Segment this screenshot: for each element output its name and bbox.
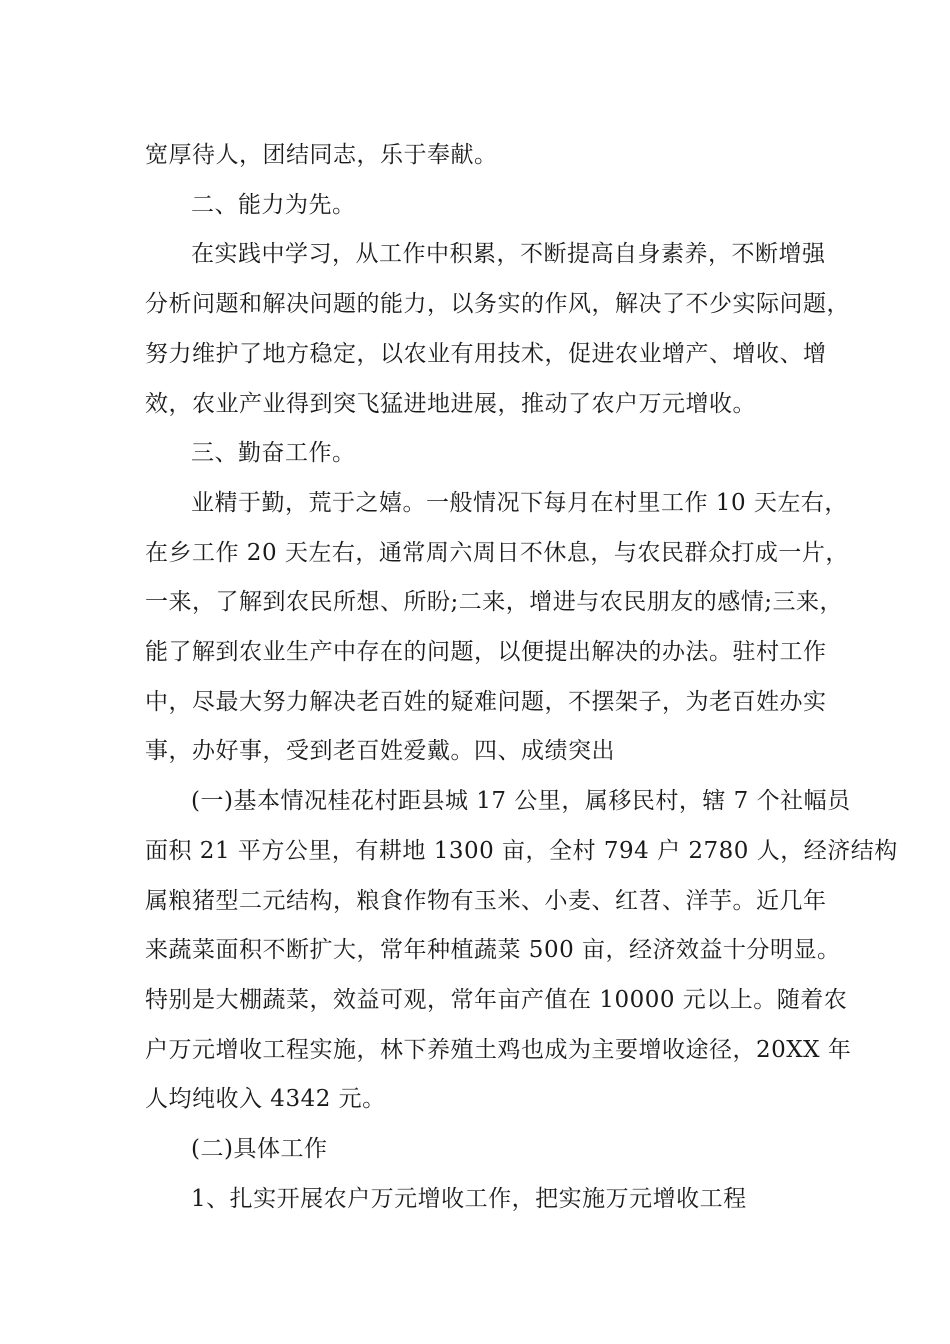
text-line: 业精于勤，荒于之嬉。一般情况下每月在村里工作 10 天左右， xyxy=(191,489,848,516)
text-line: 在实践中学习，从工作中积累，不断提高自身素养，不断增强 xyxy=(191,241,826,268)
text-line: 属粮猪型二元结构，粮食作物有玉米、小麦、红苕、洋芋。近几年 xyxy=(145,887,827,914)
text-line: 三、勤奋工作。 xyxy=(191,440,356,467)
paragraph-item-1 xyxy=(145,1175,835,1225)
text-line: 来蔬菜面积不断扩大，常年种植蔬菜 500 亩，经济效益十分明显。 xyxy=(145,937,841,964)
text-line: 1、扎实开展农户万元增收工作，把实施万元增收工程 xyxy=(191,1185,747,1212)
section-heading-diligence xyxy=(145,429,835,479)
section-heading-ability xyxy=(145,181,835,231)
text-line: 努力维护了地方稳定，以农业有用技术，促进农业增产、增收、增 xyxy=(145,340,827,367)
text-line: (二)具体工作 xyxy=(191,1136,328,1163)
text-line: 在乡工作 20 天左右，通常周六周日不休息，与农民群众打成一片， xyxy=(145,539,849,566)
paragraph-ability xyxy=(145,230,850,429)
paragraph-1 xyxy=(145,131,835,181)
text-line: 宽厚待人，团结同志，乐于奉献。 xyxy=(145,142,498,168)
text-line: 特别是大棚蔬菜，效益可观，常年亩产值在 10000 元以上。随着农 xyxy=(145,986,848,1013)
document-body xyxy=(145,131,898,1224)
text-line: 二、能力为先。 xyxy=(191,191,356,218)
text-line: 户万元增收工程实施，林下养殖土鸡也成为主要增收途径，20XX 年 xyxy=(145,1036,852,1063)
text-line: 事，办好事，受到老百姓爱戴。四、成绩突出 xyxy=(145,738,615,765)
text-line: 面积 21 平方公里，有耕地 1300 亩，全村 794 户 2780 人，经济结构 xyxy=(145,837,898,864)
paragraph-diligence xyxy=(145,479,849,777)
text-line: 效，农业产业得到突飞猛进地进展，推动了农户万元增收。 xyxy=(145,390,756,417)
text-line: (一)基本情况桂花村距县城 17 公里，属移民村，辖 7 个社幅员 xyxy=(191,788,851,815)
section-heading-specific-work xyxy=(145,1125,835,1175)
text-line: 人均纯收入 4342 元。 xyxy=(145,1086,386,1113)
paragraph-basic-info xyxy=(145,777,898,1125)
text-line: 能了解到农业生产中存在的问题，以便提出解决的办法。驻村工作 xyxy=(145,639,827,666)
text-line: 分析问题和解决问题的能力，以务实的作风，解决了不少实际问题， xyxy=(145,291,850,318)
text-line: 中，尽最大努力解决老百姓的疑难问题，不摆架子，为老百姓办实 xyxy=(145,688,827,715)
text-line: 一来，了解到农民所想、所盼;二来，增进与农民朋友的感情;三来， xyxy=(145,589,843,616)
